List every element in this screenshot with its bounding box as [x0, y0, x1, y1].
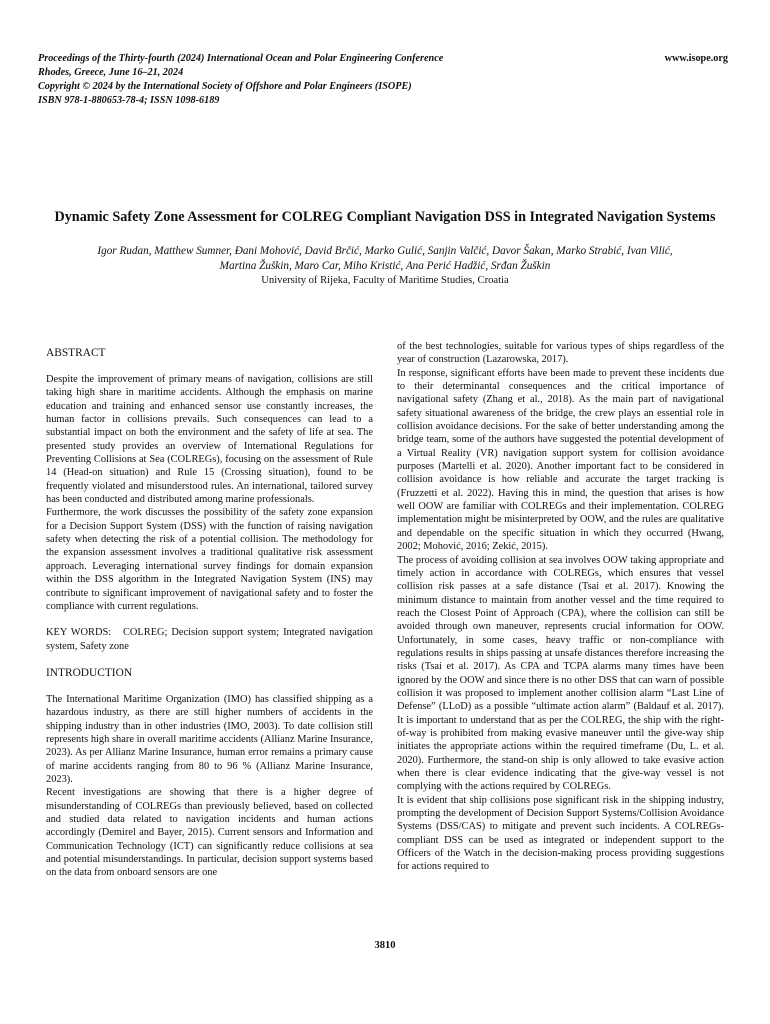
keywords-label: KEY WORDS:: [46, 627, 112, 639]
header-conference: Proceedings of the Thirty-fourth (2024) International Ocean and Polar Engineering Conference: [38, 53, 444, 64]
right-paragraph-2: In response, significant efforts have been made to prevent these incidents due to their determinantal consequences and the critical importance of navigational safety (Zhang et al., 2018). As the main part of navigational safety situational awareness of the bridge, the crew plays an essential role in collision avoidance decisions. For the sake of better understanding among the bridge team, some of the authors have suggested the potential development of a Virtual Reality (VR) navigation support system for collision avoidance purposes (Martelli et al. 2020). Another important fact to be considered in collision avoidance is how reliable and accurate the target tracking is (Fruzzetti et al. 2022). Having this in mind, the question that arises is how well OOW are familiar with COLREGs and their implementation. COLREG implementation might be misinterpreted by OOW, and the rules are qualitative and dependable on the specific situation in which they occurred (Hwang, 2002; Mohović, 2016; Zekić, 2015).: [397, 367, 724, 553]
abstract-heading: ABSTRACT: [46, 347, 106, 359]
introduction-paragraph-1: The International Maritime Organization (IMO) has classified shipping as a hazardous industry, as there are still higher numbers of accidents in the shipping industry than in other industries (IMO, 2003). To date collision still represents high share in overall maritime accidents (Allianz Marine Insurance, 2023). As per Allianz Marine Insurance, human error remains a primary cause of marine accidents ranging from 80 to 96 % (Allianz Marine Insurance, 2023).: [46, 693, 373, 785]
introduction-heading: INTRODUCTION: [46, 666, 133, 679]
right-column: [397, 340, 724, 874]
header-website: www.isope.org: [664, 53, 728, 64]
page-number: 3810: [374, 940, 396, 951]
right-paragraph-4: It is evident that ship collisions pose significant risk in the shipping industry, prompting the development of Decision Support Systems/Collision Avoidance Systems (DSS/CAS) to mitigate and prevent such incidents. A COLREGs-compliant DSS can be used as integrated or independent support to the Officers of the Watch in the decision-making process providing suggestions for actions required to: [397, 794, 724, 873]
paper-title: Dynamic Safety Zone Assessment for COLREG Compliant Navigation DSS in Integrated Navigation Systems: [54, 209, 716, 225]
right-paragraph-1: of the best technologies, suitable for various types of ships regardless of the year of construction (Lazarowska, 2017).: [397, 341, 724, 366]
right-paragraph-3: The process of avoiding collision at sea involves OOW taking appropriate and timely action in accordance with COLREGs, which ensures that vessel collision risk passes at a safe distance (Tsai et al. 2017). Knowing the minimum distance to maintain from another vessel and the time required to reach the Closest Point of Approach (CPA), where the collision can still be avoided through own maneuver, represents crucial information for OOW. Unfortunately, in some cases, heavy traffic or non-compliance with regulations results in ships passing at unsafe distances therefore increasing the risks (Tsai et al. 2017). As CPA and TCPA alarms many times have been ignored by the OOW and since there is no other DSS that can warn of possible collision it was proposed to implement another collision alarm “Last Line of Defense” (LLoD) as a possible “ultimate action alarm” (Baldauf et al. 2017). It is important to understand that as per the COLREG, the ship with the right-of-way is prohibited from making evasive maneuver until the give-way ship initiates the appropriate actions within the required timeframe (Du, L. et al. 2020). Furthermore, the stand-on ship is only allowed to take evasive action when there is clear evidence indicating that the give-way vessel is not complying with the actions required by COLREGs.: [397, 554, 724, 793]
introduction-paragraph-2: Recent investigations are showing that there is a higher degree of misunderstanding of COLREGs than previously believed, based on collected and studied data related to navigation incidents and human actions accordingly (Demirel and Bayer, 2015). Current sensors and Information and Communication Technology (ICT) can significantly reduce collisions at sea and potential misunderstandings. In particular, decision support systems based on the data from onboard sensors are one: [46, 787, 373, 879]
header-isbn: ISBN 978-1-880653-78-4; ISSN 1098-6189: [38, 95, 220, 106]
left-column: [46, 346, 373, 880]
authors-line-2: Martina Žuškin, Maro Car, Miho Kristić, Ana Perić Hadžić, Srđan Žuškin: [219, 260, 551, 272]
keywords: [46, 626, 373, 653]
header-copyright: Copyright © 2024 by the International Society of Offshore and Polar Engineers (ISOPE): [38, 81, 412, 92]
paper-affiliation: University of Rijeka, Faculty of Maritime Studies, Croatia: [261, 275, 509, 286]
authors-line-1: Igor Rudan, Matthew Sumner, Đani Mohović, David Brčić, Marko Gulić, Sanjin Valčić, Davor Šakan, Marko Strabić, Ivan Vilić,: [97, 245, 673, 257]
abstract-paragraph-2: Furthermore, the work discusses the possibility of the safety zone expansion for a Decision Support System (DSS) with the function of raising navigation safety when detecting the risk of a potential collision. The methodology for the expansion assessment involves a traditional qualitative risk assessment approach. Leveraging international survey findings for domain expansion within the DSS algorithm in the Integrated Navigation System (INS) may contribute to significant improvement of navigational safety and to foster the compliance with current regulations.: [46, 507, 373, 612]
paper-authors: [40, 244, 730, 274]
header-location-date: Rhodes, Greece, June 16–21, 2024: [38, 67, 184, 78]
proceedings-header: [38, 52, 728, 108]
abstract-paragraph-1: Despite the improvement of primary means of navigation, collisions are still taking high share in maritime accidents. Although the emphasis on marine education and training and enhanced sensor use constantly increases, the human factor in collisions prevails. Such consequences can lead to a substantial impact on both the environment and the safety of life at sea. The presented study provides an overview of International Regulations for Preventing Collisions at Sea (COLREGs), focusing on the assessment of Rule 14 (Head-on situation) and Rule 15 (Crossing situation), found to be frequently violated and misunderstood rules. An international, tailored survey has been conducted and distributed among marine professionals.: [46, 374, 373, 506]
keywords-text: COLREG; Decision support system; Integrated navigation system, Safety zone: [46, 627, 373, 652]
